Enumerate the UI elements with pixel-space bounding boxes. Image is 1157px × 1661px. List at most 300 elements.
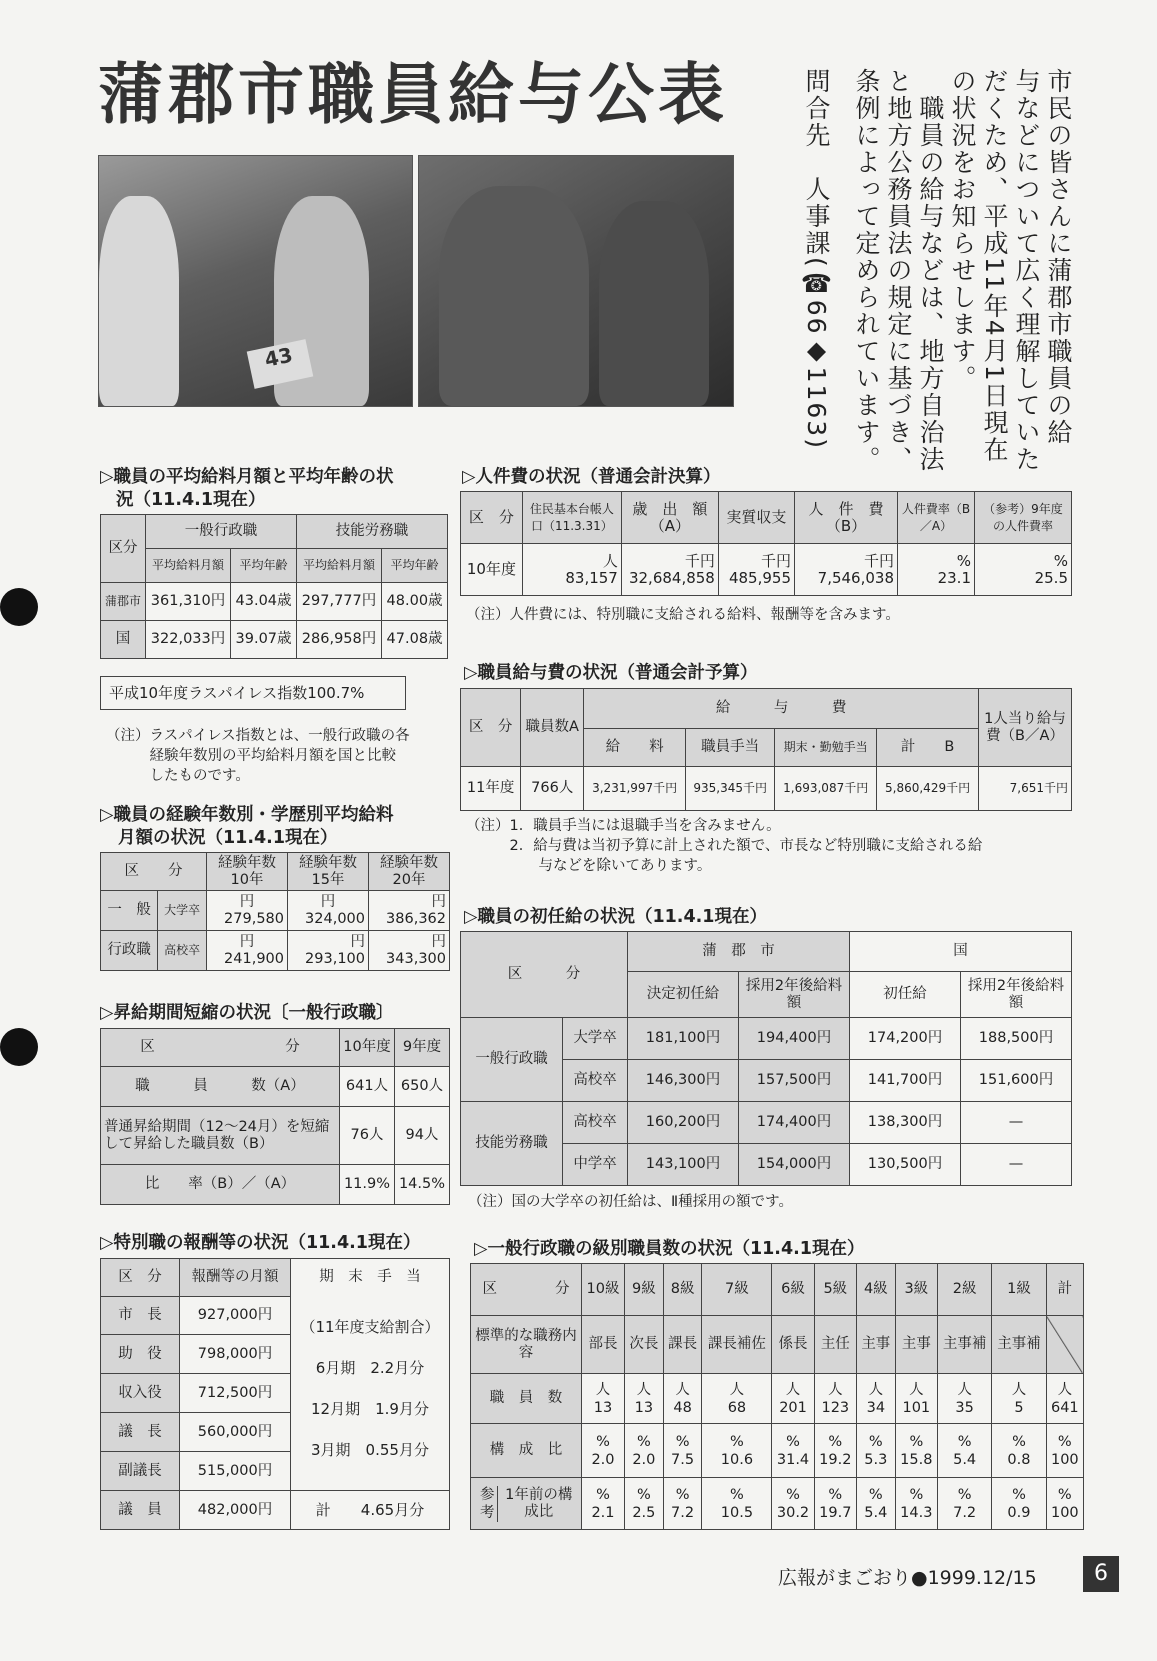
page-number: 6 bbox=[1083, 1556, 1119, 1592]
value: 241,900 bbox=[224, 950, 284, 967]
cell: 515,000円 bbox=[180, 1452, 291, 1491]
cell: 927,000円 bbox=[180, 1297, 291, 1335]
value: 5.3 bbox=[864, 1451, 888, 1468]
unit: 円 bbox=[431, 893, 446, 910]
unit: 千円 bbox=[863, 551, 894, 570]
header-cell: 平均年齢 bbox=[382, 549, 448, 583]
unit: 人 bbox=[785, 1381, 801, 1398]
unit: % bbox=[786, 1433, 800, 1450]
header-cell: 9年度 bbox=[395, 1029, 450, 1067]
cell: 181,100円 bbox=[628, 1018, 739, 1060]
duty-cell: 主事 bbox=[856, 1316, 895, 1374]
row-label: 高校卒 bbox=[563, 1060, 628, 1102]
value: 34 bbox=[866, 1399, 886, 1416]
value: 0.9 bbox=[1007, 1504, 1031, 1521]
header-cell: 歳 出 額（A） bbox=[621, 492, 718, 544]
note: （注）人件費には、特別職に支給される給料、報酬等を含みます。 bbox=[466, 607, 900, 623]
value: 10.6 bbox=[720, 1451, 754, 1468]
count-cell bbox=[895, 1374, 937, 1424]
value: 10.5 bbox=[720, 1504, 754, 1521]
unit: % bbox=[1012, 1433, 1026, 1450]
header-cell: 区 分 bbox=[471, 1264, 582, 1316]
photo-figure bbox=[439, 186, 589, 406]
unit: 千円 bbox=[684, 551, 715, 570]
unit: % bbox=[957, 1433, 972, 1450]
intro-line: の状況をお知らせします。 bbox=[948, 68, 977, 392]
header-cell: 経験年数10年 bbox=[207, 853, 288, 891]
header-cell: 職員手当 bbox=[686, 729, 775, 767]
header-cell: 採用2年後給料額 bbox=[739, 972, 850, 1018]
ratio-cell bbox=[1046, 1424, 1083, 1478]
count-cell bbox=[772, 1374, 814, 1424]
prev-ratio-cell bbox=[772, 1478, 814, 1530]
unit: % bbox=[596, 1433, 610, 1450]
value: 23.1 bbox=[937, 568, 971, 587]
unit: % bbox=[909, 1433, 924, 1450]
cell: 130,500円 bbox=[850, 1144, 961, 1186]
value: 14.3 bbox=[900, 1504, 933, 1521]
personnel-cost-table bbox=[460, 491, 1072, 596]
cell: 322,033円 bbox=[145, 621, 230, 659]
ratio-cell bbox=[937, 1424, 991, 1478]
cell: 48.00歳 bbox=[382, 583, 448, 621]
value: 123 bbox=[821, 1399, 850, 1416]
unit: % bbox=[675, 1486, 690, 1503]
grade-header: 4級 bbox=[856, 1264, 895, 1316]
cell: 11.9% bbox=[340, 1165, 395, 1205]
laspeyres-box: 平成10年度ラスパイレス指数100.7% bbox=[100, 676, 406, 710]
prev-ratio-cell bbox=[1046, 1478, 1083, 1530]
value: 48 bbox=[673, 1399, 692, 1416]
header-cell: 実質収支 bbox=[718, 492, 794, 544]
unit: 千円 bbox=[760, 551, 791, 570]
cell bbox=[207, 891, 288, 931]
value: 83,157 bbox=[565, 568, 618, 587]
header-cell: 一般行政職 bbox=[145, 515, 296, 549]
value: 5.4 bbox=[953, 1451, 977, 1468]
ratio-cell bbox=[895, 1424, 937, 1478]
value: 32,684,858 bbox=[628, 568, 715, 587]
section-heading: ▷職員給与費の状況（普通会計予算） bbox=[464, 663, 758, 683]
prev-ratio-cell bbox=[992, 1478, 1046, 1530]
row-label: 助 役 bbox=[101, 1335, 180, 1374]
count-cell bbox=[814, 1374, 856, 1424]
row-label: 国 bbox=[101, 621, 146, 659]
unit: % bbox=[909, 1486, 924, 1503]
cell: 560,000円 bbox=[180, 1413, 291, 1452]
cell bbox=[718, 544, 794, 596]
ratio-cell bbox=[663, 1424, 702, 1478]
header-cell: 区 分 bbox=[101, 1259, 180, 1297]
bonus-cell bbox=[291, 1297, 450, 1491]
header-cell: 区 分 bbox=[461, 689, 521, 767]
binder-hole bbox=[0, 1028, 38, 1066]
ratio-cell bbox=[582, 1424, 625, 1478]
table-row bbox=[101, 583, 448, 621]
header-cell: 初任給 bbox=[850, 972, 961, 1018]
unit: % bbox=[957, 1486, 972, 1503]
row-label: 一 般 bbox=[101, 891, 158, 931]
photo-figure bbox=[599, 201, 709, 406]
value: 7.5 bbox=[671, 1451, 695, 1468]
duty-cell: 主事補 bbox=[992, 1316, 1046, 1374]
header-cell: （参考）9年度の人件費率 bbox=[975, 492, 1072, 544]
experience-salary-table bbox=[100, 852, 450, 971]
row-label: 議 長 bbox=[101, 1413, 180, 1452]
unit: % bbox=[786, 1486, 800, 1503]
unit: % bbox=[1057, 1433, 1072, 1450]
table-row bbox=[101, 931, 450, 971]
footer-text: 広報がまごおり●1999.12/15 bbox=[778, 1567, 1037, 1589]
cell bbox=[369, 891, 450, 931]
ratio-cell bbox=[992, 1424, 1046, 1478]
row-label: 11年度 bbox=[461, 767, 521, 811]
row-label: 副議長 bbox=[101, 1452, 180, 1491]
starting-salary-table bbox=[460, 931, 1072, 1186]
duty-cell: 次長 bbox=[624, 1316, 663, 1374]
bonus-total: 計 4.65月分 bbox=[291, 1491, 450, 1530]
row-label: 職 員 数（A） bbox=[101, 1067, 340, 1107]
row-label: 構 成 比 bbox=[471, 1424, 582, 1478]
cell: 935,345千円 bbox=[686, 767, 775, 811]
cell: 141,700円 bbox=[850, 1060, 961, 1102]
header-cell: 1人当り給与費（B／A） bbox=[979, 689, 1072, 767]
cell: 39.07歳 bbox=[231, 621, 297, 659]
intro-line: だくため、平成11年4月1日現在 bbox=[980, 68, 1009, 464]
header-cell: 技能労務職 bbox=[296, 515, 447, 549]
ratio-cell bbox=[814, 1424, 856, 1478]
ratio-cell bbox=[624, 1424, 663, 1478]
cell bbox=[898, 544, 975, 596]
duty-cell: 部長 bbox=[582, 1316, 625, 1374]
grade-header: 3級 bbox=[895, 1264, 937, 1316]
unit: 円 bbox=[350, 933, 365, 950]
table-row bbox=[101, 1107, 450, 1165]
value: 2.0 bbox=[591, 1451, 615, 1468]
value: 293,100 bbox=[305, 950, 365, 967]
header-cell: 区 分 bbox=[461, 932, 628, 1018]
value: 15.8 bbox=[900, 1451, 933, 1468]
grade-header: 7級 bbox=[702, 1264, 772, 1316]
unit: 人 bbox=[1011, 1381, 1027, 1398]
page-title: 蒲郡市職員給与公表 bbox=[98, 56, 728, 133]
cell: 151,600円 bbox=[961, 1060, 1072, 1102]
cell: 286,958円 bbox=[296, 621, 381, 659]
row-label: 職 員 数 bbox=[471, 1374, 582, 1424]
prev-ratio-cell bbox=[814, 1478, 856, 1530]
cell bbox=[369, 931, 450, 971]
unit: % bbox=[956, 551, 971, 570]
unit: 人 bbox=[729, 1381, 745, 1398]
value: 100 bbox=[1050, 1504, 1079, 1521]
section-heading: ▷昇給期間短縮の状況〔一般行政職〕 bbox=[100, 1003, 394, 1023]
grade-header: 6級 bbox=[772, 1264, 814, 1316]
duty-cell: 課長 bbox=[663, 1316, 702, 1374]
note: （注）国の大学卒の初任給は、Ⅱ種採用の額です。 bbox=[468, 1194, 793, 1210]
cell: 766人 bbox=[521, 767, 584, 811]
header-cell: 国 bbox=[850, 932, 1072, 972]
value: 101 bbox=[902, 1399, 931, 1416]
cell: 7,651千円 bbox=[979, 767, 1072, 811]
count-cell bbox=[624, 1374, 663, 1424]
header-cell: 給 与 費 bbox=[584, 689, 979, 729]
grade-staff-table bbox=[470, 1263, 1084, 1530]
note: （注）ラスパイレス指数とは、一般行政職の各 bbox=[106, 728, 410, 744]
header-cell: 平均給料月額 bbox=[296, 549, 381, 583]
value: 13 bbox=[634, 1399, 654, 1416]
prev-ratio-cell bbox=[937, 1478, 991, 1530]
table-row bbox=[101, 621, 448, 659]
promotion-table bbox=[100, 1028, 450, 1205]
cell: 361,310円 bbox=[145, 583, 230, 621]
value: 0.8 bbox=[1007, 1451, 1031, 1468]
value: 5 bbox=[1014, 1399, 1024, 1416]
header-cell: 平均年齢 bbox=[231, 549, 297, 583]
header-cell: 10年度 bbox=[340, 1029, 395, 1067]
grade-header: 計 bbox=[1046, 1264, 1083, 1316]
bonus-item: 6月期 2.2月分 bbox=[315, 1358, 425, 1377]
cell: 712,500円 bbox=[180, 1374, 291, 1413]
cell: 174,200円 bbox=[850, 1018, 961, 1060]
unit: 人 bbox=[595, 1381, 611, 1398]
count-cell bbox=[992, 1374, 1046, 1424]
special-position-table bbox=[100, 1258, 450, 1530]
group-label: 技能労務職 bbox=[461, 1102, 563, 1186]
cell: 482,000円 bbox=[180, 1491, 291, 1530]
value: 5.4 bbox=[864, 1504, 888, 1521]
value: 279,580 bbox=[224, 910, 284, 927]
note: したものです。 bbox=[106, 768, 250, 784]
row-sublabel: 高校卒 bbox=[158, 931, 207, 971]
row-label: 蒲郡市 bbox=[101, 583, 146, 621]
section-heading: ▷職員の平均給料月額と平均年齢の状 bbox=[100, 467, 394, 487]
unit: % bbox=[1012, 1486, 1026, 1503]
table-row bbox=[461, 544, 1072, 596]
prev-ratio-cell bbox=[582, 1478, 625, 1530]
value: 7.2 bbox=[671, 1504, 695, 1521]
row-sublabel: 大学卒 bbox=[158, 891, 207, 931]
table-row bbox=[101, 891, 450, 931]
cell: 297,777円 bbox=[296, 583, 381, 621]
ref-label: 参考 bbox=[477, 1486, 498, 1522]
header-cell: 経験年数20年 bbox=[369, 853, 450, 891]
value: 324,000 bbox=[305, 910, 365, 927]
cell: 94人 bbox=[395, 1107, 450, 1165]
cell: 5,860,429千円 bbox=[877, 767, 979, 811]
binder-hole bbox=[0, 588, 38, 626]
row-label: 標準的な職務内容 bbox=[471, 1316, 582, 1374]
value: 35 bbox=[955, 1399, 974, 1416]
header-cell: 経験年数15年 bbox=[288, 853, 369, 891]
section-heading: ▷職員の初任給の状況（11.4.1現在） bbox=[464, 907, 767, 927]
count-cell bbox=[856, 1374, 895, 1424]
photo-figure bbox=[99, 196, 179, 406]
note: 経験年数別の平均給料月額を国と比較 bbox=[106, 748, 396, 764]
value: 30.2 bbox=[776, 1504, 810, 1521]
cell: 174,400円 bbox=[739, 1102, 850, 1144]
table-row bbox=[101, 1067, 450, 1107]
cell bbox=[288, 931, 369, 971]
grade-header: 10級 bbox=[582, 1264, 625, 1316]
header-cell: 区 分 bbox=[461, 492, 523, 544]
row-label: 市 長 bbox=[101, 1297, 180, 1335]
group-label: 一般行政職 bbox=[461, 1018, 563, 1102]
unit: 円 bbox=[320, 893, 336, 910]
ratio-cell bbox=[856, 1424, 895, 1478]
grade-header: 8級 bbox=[663, 1264, 702, 1316]
cell: — bbox=[961, 1102, 1072, 1144]
duty-cell: 主事補 bbox=[937, 1316, 991, 1374]
cell: 157,500円 bbox=[739, 1060, 850, 1102]
unit: % bbox=[828, 1486, 843, 1503]
cell: 194,400円 bbox=[739, 1018, 850, 1060]
intro-line: 与などについて広く理解していた bbox=[1012, 68, 1041, 473]
section-heading-cont: 月額の状況（11.4.1現在） bbox=[118, 828, 338, 848]
count-cell bbox=[663, 1374, 702, 1424]
salary-age-table bbox=[100, 514, 448, 659]
value: 386,362 bbox=[386, 910, 446, 927]
row-label: 中学卒 bbox=[563, 1144, 628, 1186]
cell: 641人 bbox=[340, 1067, 395, 1107]
header-cell: 期 末 手 当 bbox=[291, 1259, 450, 1297]
bonus-item: 12月期 1.9月分 bbox=[311, 1399, 429, 1418]
salary-expense-table bbox=[460, 688, 1072, 811]
note: 与などを除いてあります。 bbox=[466, 858, 712, 874]
section-heading: ▷特別職の報酬等の状況（11.4.1現在） bbox=[100, 1233, 421, 1253]
duty-cell: 課長補佐 bbox=[702, 1316, 772, 1374]
table-row bbox=[461, 1018, 1072, 1060]
contact-info: 問合先 人事課(☎66◆1163) bbox=[802, 68, 831, 450]
value: 7.2 bbox=[953, 1504, 977, 1521]
cell: 160,200円 bbox=[628, 1102, 739, 1144]
section-heading: ▷一般行政職の級別職員数の状況（11.4.1現在） bbox=[474, 1239, 865, 1259]
row-label bbox=[471, 1478, 582, 1530]
count-cell bbox=[1046, 1374, 1083, 1424]
grade-header: 1級 bbox=[992, 1264, 1046, 1316]
section-heading: ▷職員の経験年数別・学歴別平均給料 bbox=[100, 805, 394, 825]
prev-ratio-cell bbox=[624, 1478, 663, 1530]
header-cell: 職員数A bbox=[521, 689, 584, 767]
bonus-item: 3月期 0.55月分 bbox=[311, 1440, 429, 1459]
value: 31.4 bbox=[776, 1451, 810, 1468]
unit: % bbox=[730, 1486, 744, 1503]
header-cell: 採用2年後給料額 bbox=[961, 972, 1072, 1018]
grade-header: 5級 bbox=[814, 1264, 856, 1316]
table-row bbox=[461, 767, 1072, 811]
cell bbox=[288, 891, 369, 931]
unit: 人 bbox=[1057, 1381, 1073, 1398]
value: 19.2 bbox=[819, 1451, 852, 1468]
unit: 人 bbox=[675, 1381, 690, 1398]
unit: 人 bbox=[868, 1381, 884, 1398]
row-label: 行政職 bbox=[101, 931, 158, 971]
intro-line: 条例によって定められています。 bbox=[852, 68, 881, 473]
value: 2.5 bbox=[632, 1504, 656, 1521]
cell: 146,300円 bbox=[628, 1060, 739, 1102]
grade-header: 9級 bbox=[624, 1264, 663, 1316]
header-cell: 住民基本台帳人口（11.3.31） bbox=[522, 492, 621, 544]
value: 68 bbox=[727, 1399, 747, 1416]
unit: % bbox=[1057, 1486, 1072, 1503]
cell: 798,000円 bbox=[180, 1335, 291, 1374]
unit: 人 bbox=[828, 1381, 843, 1398]
row-label: 収入役 bbox=[101, 1374, 180, 1413]
value: 19.7 bbox=[819, 1504, 852, 1521]
count-cell bbox=[702, 1374, 772, 1424]
prev-ratio-cell bbox=[895, 1478, 937, 1530]
cell: 143,100円 bbox=[628, 1144, 739, 1186]
cell bbox=[795, 544, 898, 596]
value: 2.1 bbox=[591, 1504, 615, 1521]
row-label: 大学卒 bbox=[563, 1018, 628, 1060]
cell bbox=[522, 544, 621, 596]
table-row bbox=[101, 1165, 450, 1205]
value: 485,955 bbox=[728, 568, 791, 587]
photo-sign: 43 bbox=[247, 339, 314, 389]
note: 2．給与費は当初予算に計上された額で、市長など特別職に支給される給 bbox=[466, 838, 983, 854]
section-heading-cont: 況（11.4.1現在） bbox=[116, 490, 266, 510]
row-label: 高校卒 bbox=[563, 1102, 628, 1144]
count-cell bbox=[937, 1374, 991, 1424]
unit: % bbox=[1053, 551, 1068, 570]
cell: 43.04歳 bbox=[231, 583, 297, 621]
unit: 円 bbox=[239, 893, 255, 910]
value: 7,546,038 bbox=[817, 568, 894, 587]
row-label: 比 率（B）／（A） bbox=[101, 1165, 340, 1205]
value: 2.0 bbox=[632, 1451, 656, 1468]
count-cell bbox=[582, 1374, 625, 1424]
header-cell: 人 件 費（B） bbox=[795, 492, 898, 544]
prev-ratio-cell bbox=[702, 1478, 772, 1530]
cell bbox=[207, 931, 288, 971]
cell bbox=[975, 544, 1072, 596]
prev-ratio-cell bbox=[856, 1478, 895, 1530]
header-cell: 区 分 bbox=[101, 853, 207, 891]
unit: % bbox=[636, 1433, 651, 1450]
unit: 人 bbox=[957, 1381, 972, 1398]
cell: 138,300円 bbox=[850, 1102, 961, 1144]
section-heading: ▷人件費の状況（普通会計決算） bbox=[462, 467, 721, 487]
unit: % bbox=[730, 1433, 744, 1450]
duty-cell-blank bbox=[1046, 1316, 1083, 1374]
value: 25.5 bbox=[1034, 568, 1068, 587]
unit: % bbox=[636, 1486, 651, 1503]
row-label: 議 員 bbox=[101, 1491, 180, 1530]
duty-cell: 主任 bbox=[814, 1316, 856, 1374]
unit: 人 bbox=[636, 1381, 652, 1398]
header-cell: 計 B bbox=[877, 729, 979, 767]
unit: % bbox=[596, 1486, 610, 1503]
duty-cell: 主事 bbox=[895, 1316, 937, 1374]
cell: 47.08歳 bbox=[382, 621, 448, 659]
unit: % bbox=[828, 1433, 843, 1450]
header-cell: 決定初任給 bbox=[628, 972, 739, 1018]
value: 641 bbox=[1050, 1399, 1079, 1416]
header-cell: 人件費率（B／A） bbox=[898, 492, 975, 544]
table-row bbox=[461, 1102, 1072, 1144]
row-label: 普通昇給期間（12～24月）を短縮して昇給した職員数（B） bbox=[101, 1107, 340, 1165]
note: （注）1．職員手当には退職手当を含みません。 bbox=[466, 818, 781, 834]
cell: 3,231,997千円 bbox=[584, 767, 686, 811]
header-cell: 区分 bbox=[101, 515, 146, 583]
header-cell: 区 分 bbox=[101, 1029, 340, 1067]
cell: 1,693,087千円 bbox=[775, 767, 877, 811]
unit: % bbox=[868, 1486, 883, 1503]
intro-line: 市民の皆さんに蒲郡市職員の給 bbox=[1044, 68, 1073, 446]
photo-firefighters-salute bbox=[418, 155, 734, 407]
value: 100 bbox=[1050, 1451, 1079, 1468]
cell: 76人 bbox=[340, 1107, 395, 1165]
